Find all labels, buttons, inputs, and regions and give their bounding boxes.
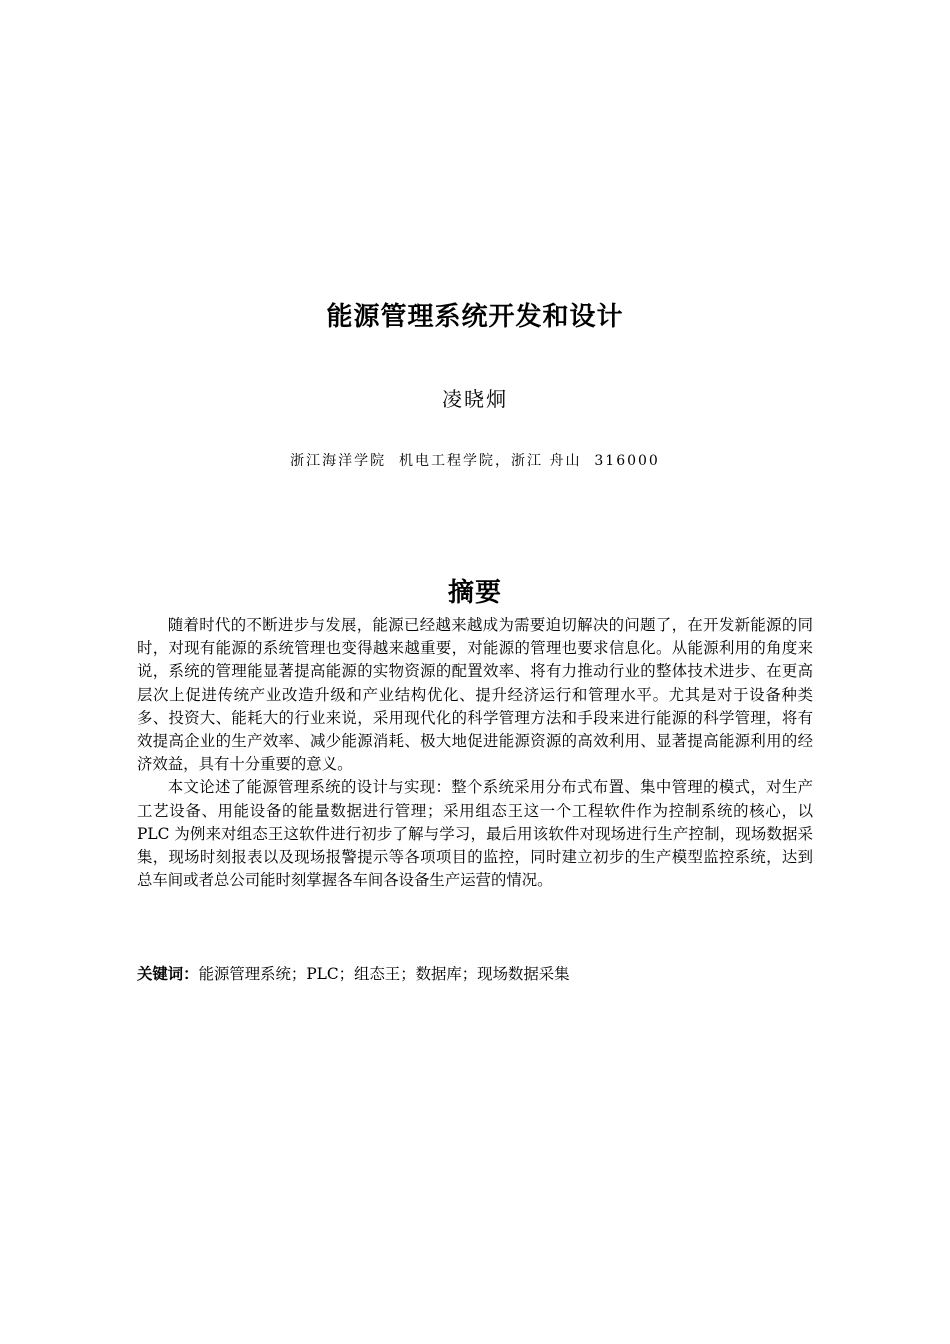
keywords-line xyxy=(137,963,813,986)
paper-title: 能源管理系统开发和设计 xyxy=(326,302,624,332)
abstract-heading: 摘要 xyxy=(447,578,502,608)
author-name: 凌晓炯 xyxy=(442,387,508,411)
author-affiliation: 浙江海洋学院 机电工程学院，浙江 舟山 316000 xyxy=(290,453,660,469)
abstract-paragraph-1: 随着时代的不断进步与发展，能源已经越来越成为需要迫切解决的问题了，在开发新能源的同时，对现有能源的系统管理也变得越来越重要，对能源的管理也要求信息化。从能源利用的角度来说，系统的管理能显著提高能源的实物资源的配置效率、将有力推动行业的整体技术进步、在更高层次上促进传统产业改造升级和产业结构优化、提升经济运行和管理水平。尤其是对于设备种类多、投资大、能耗大的行业来说，采用现代化的科学管理方法和手段来进行能源的科学管理，将有效提高企业的生产效率、减少能源消耗、极大地促进能源资源的高效利用、显著提高能源利用的经济效益，具有十分重要的意义。 xyxy=(137,616,813,774)
keywords-label: 关键词： xyxy=(137,965,199,983)
abstract-paragraph-2: 本文论述了能源管理系统的设计与实现：整个系统采用分布式布置、集中管理的模式，对生产工艺设备、用能设备的能量数据进行管理；采用组态王这一个工程软件作为控制系统的核心，以 PLC 为例来对组态王这软件进行初步了解与学习，最后用该软件对现场进行生产控制，现场数据采集，现场时刻报表以及现场报警提示等各项项目的监控，同时建立初步的生产模型监控系统，达到总车间或者总公司能时刻掌握各车间各设备生产运营的情况。 xyxy=(137,778,813,890)
abstract-body xyxy=(137,614,813,892)
keywords-text: 能源管理系统；PLC；组态王；数据库；现场数据采集 xyxy=(198,965,570,983)
